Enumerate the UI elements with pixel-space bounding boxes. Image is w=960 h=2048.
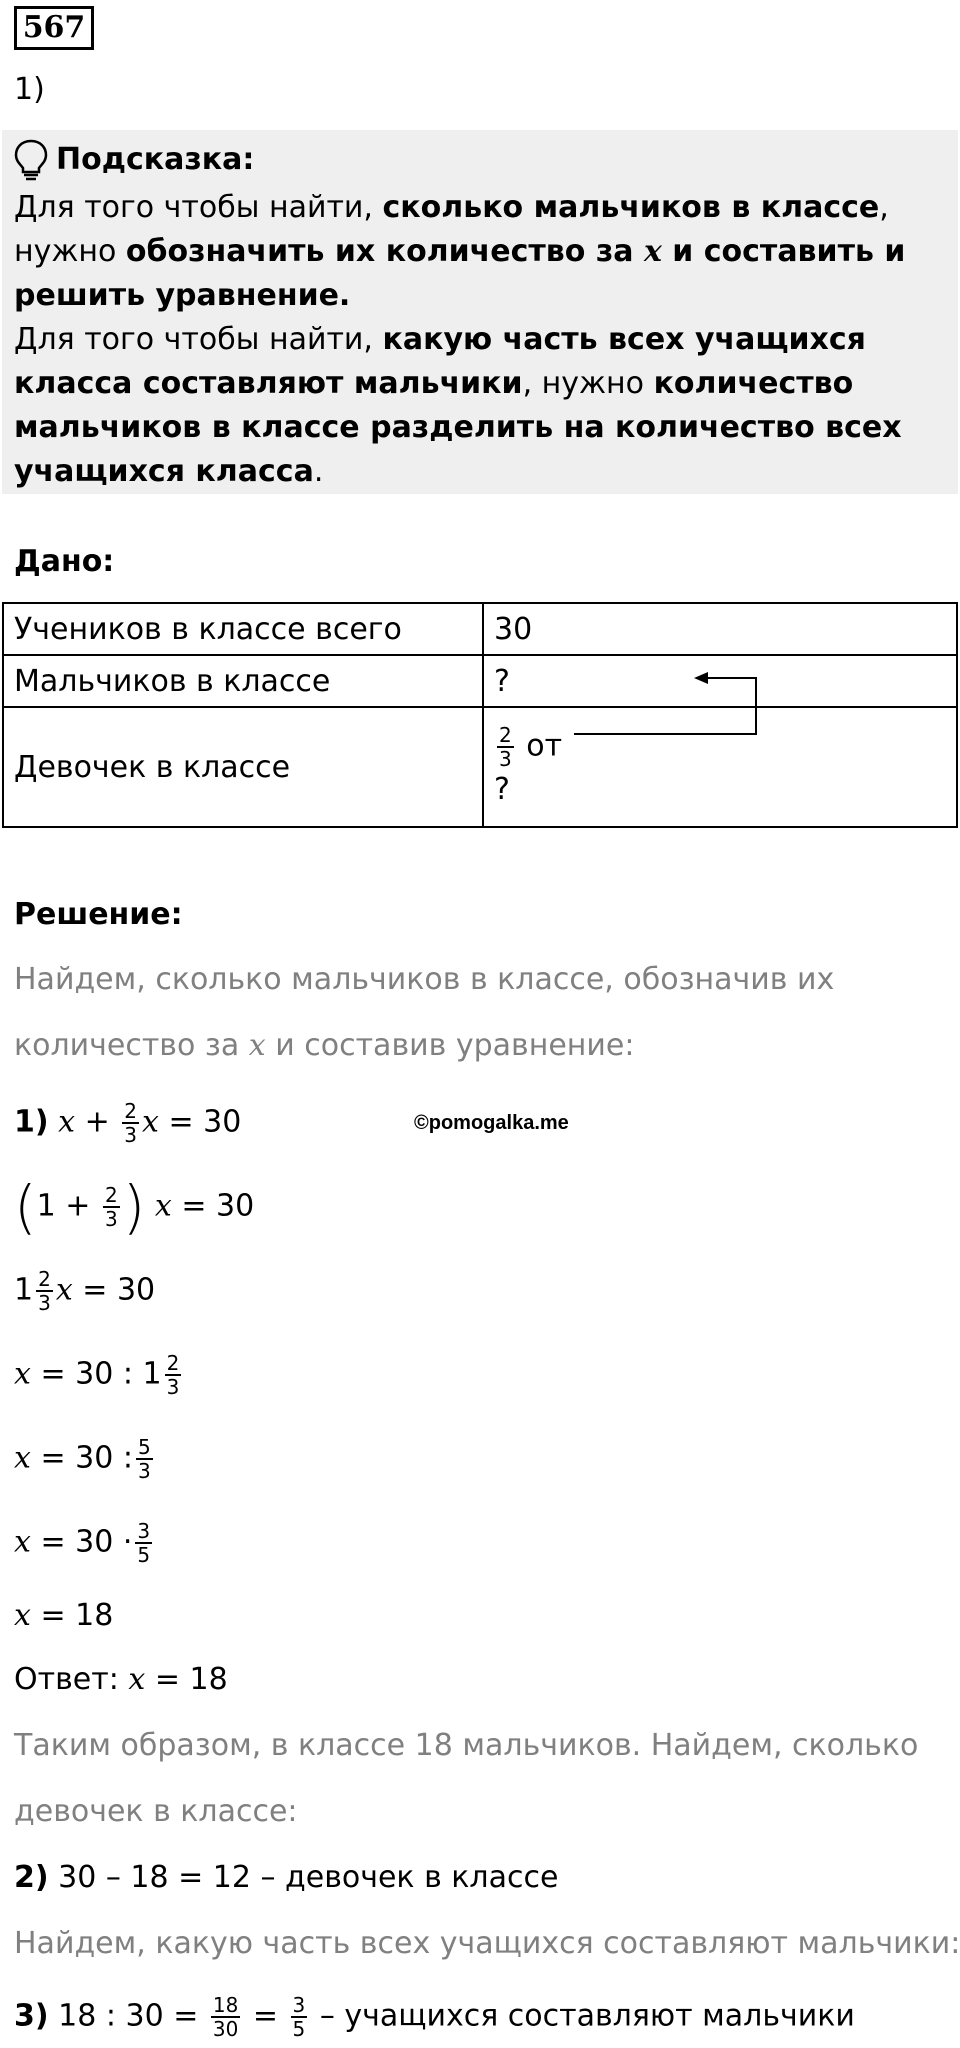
variable-x: x xyxy=(55,1272,73,1308)
numerator: 2 xyxy=(104,1183,118,1207)
hint-text-part: , нужно xyxy=(14,190,889,269)
numerator: 5 xyxy=(137,1435,151,1459)
equation-rhs: = 30 xyxy=(171,1188,255,1224)
operator: + xyxy=(75,1104,120,1140)
denominator: 3 xyxy=(499,747,512,771)
variable-x: x xyxy=(14,1598,31,1633)
hint-text-bold: какую часть всех учащихся класса составляют мальчики xyxy=(14,322,866,401)
numerator: 3 xyxy=(292,1993,306,2017)
table-row xyxy=(3,655,957,707)
unknown-mark: ? xyxy=(494,772,510,807)
step-text: – учащихся составляют мальчики xyxy=(310,1998,855,2034)
solution-intro-line1: Найдем, сколько мальчиков в классе, обозначив их xyxy=(14,962,835,997)
fraction xyxy=(122,1100,139,1146)
table-cell: Учеников в классе всего xyxy=(3,603,483,655)
right-paren: ) xyxy=(122,1173,146,1241)
numerator: 3 xyxy=(137,1519,151,1543)
denominator: 5 xyxy=(137,1543,151,1567)
solution-intro-line2 xyxy=(14,1024,634,1068)
text-part: 1 + xyxy=(36,1188,100,1224)
solution-text-2b: девочек в классе: xyxy=(14,1794,298,1829)
variable-x: x xyxy=(14,1524,31,1560)
answer-label: Ответ: xyxy=(14,1662,129,1697)
variable-x: x xyxy=(14,1356,31,1392)
equation-mid: = 30 : xyxy=(30,1440,133,1476)
hint-text xyxy=(14,186,954,494)
operator: = xyxy=(243,1998,288,2034)
reference-arrow xyxy=(560,660,760,740)
fraction xyxy=(291,1994,308,2040)
answer-value: = 18 xyxy=(145,1662,228,1697)
table-cell: ? xyxy=(483,655,957,707)
equation-5 xyxy=(14,1436,156,1482)
variable-x: x xyxy=(142,1104,159,1140)
equation-rhs: = 18 xyxy=(30,1598,114,1633)
numerator: 2 xyxy=(124,1099,138,1123)
left-paren: ( xyxy=(14,1173,37,1241)
numerator: 18 xyxy=(212,1993,239,2017)
equation-1 xyxy=(14,1100,241,1146)
answer xyxy=(14,1658,228,1702)
denominator: 5 xyxy=(292,2017,306,2041)
equation-4 xyxy=(14,1352,184,1398)
solution-label: Решение: xyxy=(14,897,183,932)
hint-text-bold: сколько мальчиков в классе xyxy=(382,190,880,225)
numerator: 2 xyxy=(499,723,512,747)
equation-6 xyxy=(14,1520,155,1566)
of-word: от xyxy=(526,728,563,764)
denominator: 3 xyxy=(166,1375,180,1399)
equation-mid: = 30 : 1 xyxy=(30,1356,162,1392)
problem-number: 567 xyxy=(14,6,94,50)
equation-rhs: = 30 xyxy=(72,1272,156,1308)
step-text: 18 : 30 = xyxy=(48,1998,208,2034)
table-row xyxy=(3,707,957,827)
step-number: 1) xyxy=(14,1104,49,1140)
fraction xyxy=(165,1352,182,1398)
equation-mid: = 30 · xyxy=(30,1524,133,1560)
text-part: и составив уравнение: xyxy=(265,1028,635,1063)
table-row xyxy=(3,603,957,655)
given-label: Дано: xyxy=(14,544,115,579)
hint-text-part: Для того чтобы найти, xyxy=(14,190,383,225)
hint-text-part: Для того чтобы найти, xyxy=(14,322,383,357)
variable-x: x xyxy=(128,1662,146,1697)
variable-x: x xyxy=(14,1440,31,1476)
variable-x: x xyxy=(643,234,662,269)
lightbulb-icon xyxy=(12,138,50,182)
fraction xyxy=(211,1994,240,2040)
hint-text-part: . xyxy=(313,454,324,489)
solution-text-3: Найдем, какую часть всех учащихся составляют мальчики: xyxy=(14,1926,960,1961)
hint-text-bold: количество мальчиков в классе разделить на количество всех учащихся класса xyxy=(14,366,902,489)
step-2 xyxy=(14,1856,558,1900)
denominator: 3 xyxy=(124,1123,138,1147)
whole-part: 1 xyxy=(14,1272,34,1308)
text-part: количество за xyxy=(14,1028,249,1063)
equation-rhs: = 30 xyxy=(158,1104,242,1140)
denominator: 30 xyxy=(212,2017,239,2041)
variable-x: x xyxy=(58,1104,76,1140)
fraction xyxy=(135,1520,152,1566)
fraction xyxy=(36,1268,53,1314)
fraction xyxy=(497,724,514,770)
fraction xyxy=(103,1184,120,1230)
hint-text-bold: и составить и решить уравнение. xyxy=(14,234,906,313)
equation-7 xyxy=(14,1594,113,1638)
numerator: 2 xyxy=(166,1351,180,1375)
table-cell: Мальчиков в классе xyxy=(3,655,483,707)
solution-text-2a: Таким образом, в классе 18 мальчиков. Найдем, сколько xyxy=(14,1728,919,1763)
denominator: 3 xyxy=(137,1459,151,1483)
step-text: 30 – 18 = 12 – девочек в классе xyxy=(48,1860,559,1895)
step-number: 3) xyxy=(14,1998,49,2034)
part-label: 1) xyxy=(14,72,45,107)
step-3 xyxy=(14,1994,855,2040)
variable-x: x xyxy=(248,1028,266,1063)
hint-text-part: , нужно xyxy=(522,366,654,401)
denominator: 3 xyxy=(104,1207,118,1231)
numerator: 2 xyxy=(38,1267,51,1291)
fraction xyxy=(136,1436,153,1482)
given-table xyxy=(2,602,958,828)
denominator: 3 xyxy=(38,1291,51,1315)
hint-text-bold: обозначить их количество за xyxy=(125,234,644,269)
equation-3 xyxy=(14,1268,155,1314)
equation-2 xyxy=(14,1173,255,1241)
watermark: ©pomogalka.me xyxy=(414,1112,569,1134)
table-cell: 30 xyxy=(483,603,957,655)
variable-x: x xyxy=(154,1188,172,1224)
hint-title: Подсказка: xyxy=(56,142,255,177)
step-number: 2) xyxy=(14,1860,49,1895)
table-cell: Девочек в классе xyxy=(3,707,483,827)
